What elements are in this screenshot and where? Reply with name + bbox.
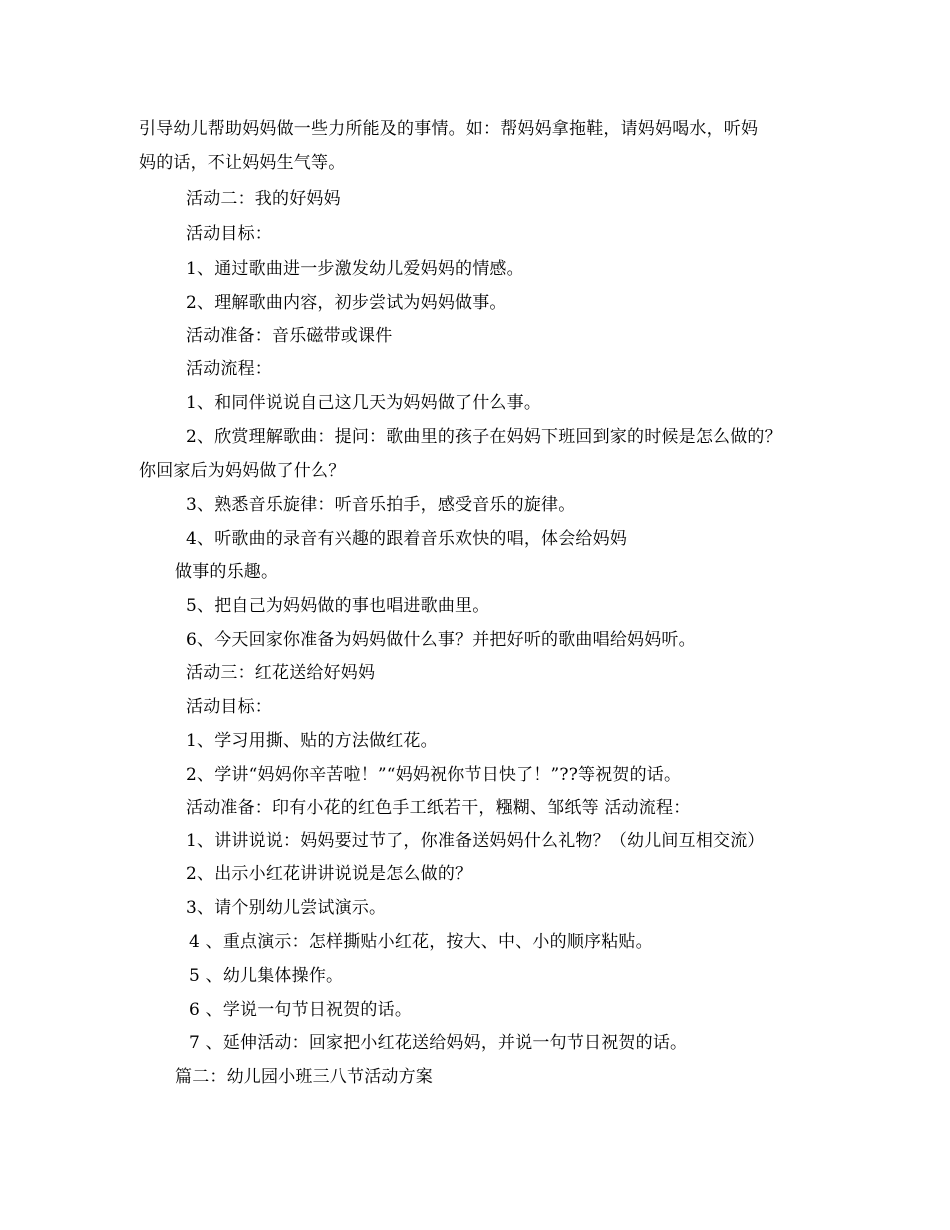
list-item-continuation: 做事的乐趣。 [175,562,279,582]
subheading: 活动目标： [186,224,272,244]
subheading: 活动准备：音乐磁带或课件 [186,326,393,346]
list-item: 2、出示小红花讲讲说说是怎么做的？ [186,864,473,884]
list-item: 6、今天回家你准备为妈妈做什么事？并把好听的歌曲唱给妈妈听。 [186,630,696,650]
list-item: 1、学习用撕、贴的方法做红花。 [186,731,438,751]
subheading: 活动目标： [186,697,272,717]
section-heading: 活动二：我的好妈妈 [186,189,341,209]
section-heading: 篇二：幼儿园小班三八节活动方案 [175,1067,433,1087]
list-item: 6 、学说一句节日祝贺的话。 [189,1000,413,1020]
list-item: 1、通过歌曲进一步激发幼儿爱妈妈的情感。 [186,259,524,279]
section-heading: 活动三：红花送给好妈妈 [186,663,376,683]
list-item: 7 、延伸活动：回家把小红花送给妈妈，并说一句节日祝贺的话。 [189,1033,688,1053]
list-item: 4、听歌曲的录音有兴趣的跟着音乐欢快的唱，体会给妈妈 [186,529,628,549]
list-item: 2、欣赏理解歌曲：提问：歌曲里的孩子在妈妈下班回到家的时候是怎么做的？ [186,427,782,447]
list-item: 4 、重点演示：怎样撕贴小红花，按大、中、小的顺序粘贴。 [189,932,653,952]
subheading: 活动流程： [186,359,272,379]
list-item: 2、理解歌曲内容，初步尝试为妈妈做事。 [186,293,507,313]
list-item: 3、请个别幼儿尝试演示。 [186,898,387,918]
list-item: 3、熟悉音乐旋律：听音乐拍手，感受音乐的旋律。 [186,495,576,515]
list-item: 1、和同伴说说自己这几天为妈妈做了什么事。 [186,393,542,413]
list-item: 5、把自己为妈妈做的事也唱进歌曲里。 [186,596,490,616]
list-item-continuation: 你回家后为妈妈做了什么？ [139,461,346,481]
paragraph-line: 妈的话，不让妈妈生气等。 [139,153,346,173]
list-item: 5 、幼儿集体操作。 [189,966,344,986]
paragraph-line: 引导幼儿帮助妈妈做一些力所能及的事情。如：帮妈妈拿拖鞋，请妈妈喝水，听妈 [139,119,759,139]
list-item: 1、讲讲说说：妈妈要过节了，你准备送妈妈什么礼物？（幼儿间互相交流） [186,831,765,851]
subheading: 活动准备：印有小花的红色手工纸若干，糨糊、邹纸等 活动流程： [186,798,691,818]
list-item: 2、学讲“妈妈你辛苦啦！”“妈妈祝你节日快了！”??等祝贺的话。 [186,765,682,785]
